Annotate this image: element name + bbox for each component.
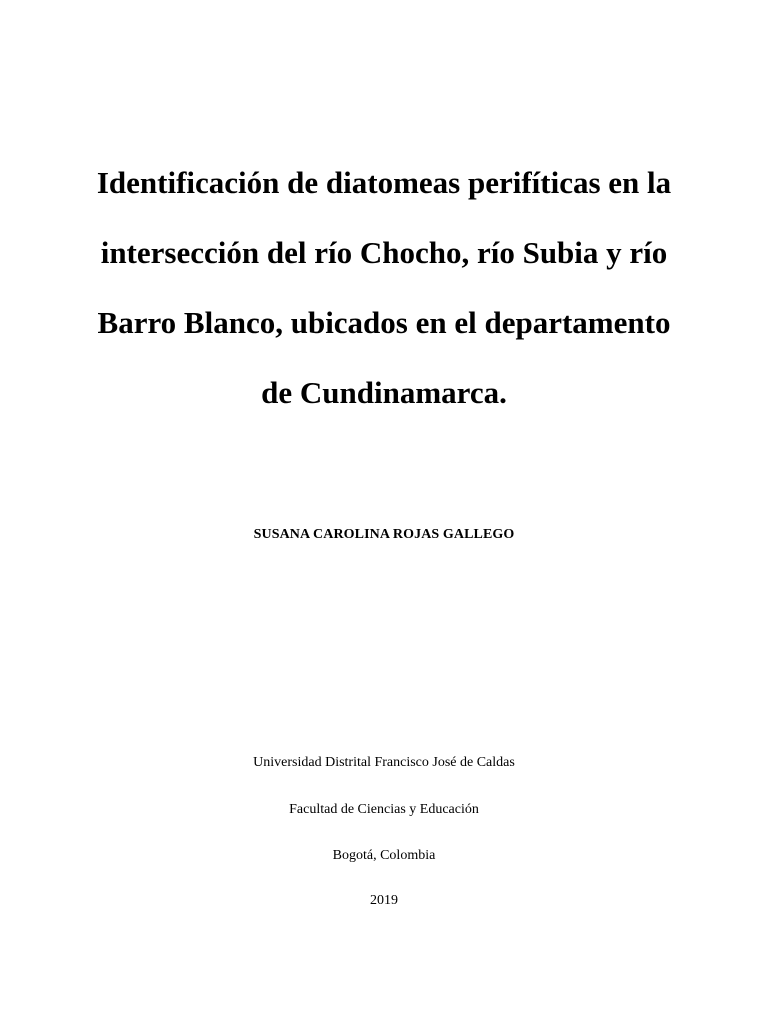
location: Bogotá, Colombia [332,848,436,863]
title-line-3: Barro Blanco, ubicados en el departamento [97,305,671,340]
year: 2019 [370,893,398,908]
university-name: Universidad Distrital Francisco José de Caldas [253,755,515,770]
author-name: SUSANA CAROLINA ROJAS GALLEGO [253,527,515,542]
title-line-4: de Cundinamarca. [261,375,507,410]
document-title [0,160,768,440]
title-line-1: Identificación de diatomeas perifíticas en la [96,165,672,200]
faculty-name: Facultad de Ciencias y Educación [289,802,479,817]
title-line-2: intersección del río Chocho, río Subia y río [100,235,668,270]
